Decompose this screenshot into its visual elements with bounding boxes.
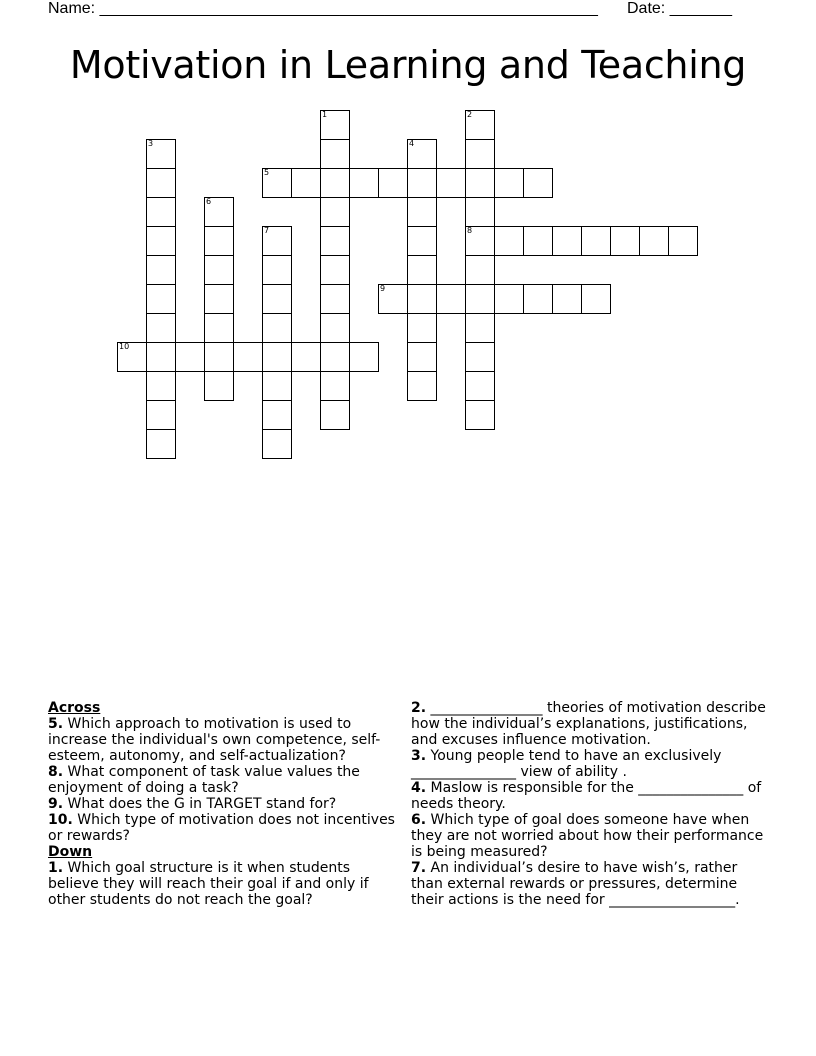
crossword-cell <box>204 342 234 372</box>
crossword-cell <box>320 168 350 198</box>
crossword-cell <box>407 255 437 285</box>
crossword-cell <box>465 284 495 314</box>
crossword-cell <box>494 168 524 198</box>
name-line: Name: ________________________________________________________ <box>48 0 598 17</box>
crossword-cell <box>639 226 669 256</box>
crossword-cell <box>407 342 437 372</box>
crossword-cell <box>407 284 437 314</box>
clue-number-label: 1 <box>322 110 328 119</box>
clue-number-label: 6 <box>206 197 212 206</box>
crossword-cell <box>465 139 495 169</box>
clue-number: 8. <box>48 764 64 780</box>
crossword-cell <box>320 371 350 401</box>
clue-number-label: 4 <box>409 139 415 148</box>
crossword-cell <box>407 197 437 227</box>
clue-number: 2. <box>411 700 427 716</box>
crossword-cell <box>349 342 379 372</box>
crossword-cell <box>552 284 582 314</box>
crossword-cell <box>465 197 495 227</box>
across-heading: Across <box>48 700 101 716</box>
crossword-cell <box>146 226 176 256</box>
clue-down-4 <box>411 780 771 812</box>
clue-down-2 <box>411 700 771 748</box>
crossword-cell <box>523 284 553 314</box>
crossword-cell <box>262 284 292 314</box>
clues-right-column <box>411 700 771 908</box>
crossword-cell <box>262 342 292 372</box>
crossword-cell <box>291 342 321 372</box>
clue-number-label: 7 <box>264 226 270 235</box>
clue-number: 3. <box>411 748 427 764</box>
clue-text: Maslow is responsible for the _______________ of needs theory. <box>411 780 762 812</box>
crossword-cell <box>320 139 350 169</box>
crossword-cell <box>523 226 553 256</box>
crossword-cell <box>610 226 640 256</box>
crossword-cell <box>320 110 350 140</box>
clues-left-column <box>48 700 398 908</box>
clue-text: Which approach to motivation is used to increase the individual's own competence, self-esteem, autonomy, and self-actualization? <box>48 716 381 764</box>
clue-number-label: 5 <box>264 168 270 177</box>
crossword-cell <box>465 371 495 401</box>
clue-number: 9. <box>48 796 64 812</box>
clue-down-1 <box>48 860 398 908</box>
crossword-cell <box>407 371 437 401</box>
crossword-cell <box>204 255 234 285</box>
clue-number-label: 8 <box>467 226 473 235</box>
crossword-cell <box>262 226 292 256</box>
crossword-cell <box>291 168 321 198</box>
crossword-cell <box>175 342 205 372</box>
clue-across-8 <box>48 764 398 796</box>
crossword-cell <box>407 313 437 343</box>
clue-text: Young people tend to have an exclusively _______________ view of ability . <box>411 748 722 780</box>
clue-across-10 <box>48 812 398 844</box>
crossword-cell <box>668 226 698 256</box>
crossword-cell <box>320 400 350 430</box>
crossword-cell <box>494 284 524 314</box>
page-title: Motivation in Learning and Teaching <box>69 43 747 87</box>
crossword-cell <box>262 168 292 198</box>
crossword-cell <box>494 226 524 256</box>
crossword-cell <box>204 313 234 343</box>
clue-across-5 <box>48 716 398 764</box>
clue-text: Which type of motivation does not incentives or rewards? <box>48 812 395 844</box>
crossword-cell <box>465 226 495 256</box>
clue-text: ________________ theories of motivation describe how the individual’s explanations, justifications, and excuses influence motivation. <box>411 700 766 748</box>
crossword-cell <box>436 284 466 314</box>
clue-down-3 <box>411 748 771 780</box>
crossword-cell <box>146 284 176 314</box>
crossword-cell <box>349 168 379 198</box>
crossword-cell <box>320 255 350 285</box>
crossword-cell <box>262 429 292 459</box>
clue-down-6 <box>411 812 771 860</box>
crossword-cell <box>465 313 495 343</box>
crossword-cell <box>233 342 263 372</box>
crossword-cell <box>465 255 495 285</box>
down-heading: Down <box>48 844 93 860</box>
clue-number: 6. <box>411 812 427 828</box>
crossword-cell <box>581 226 611 256</box>
crossword-cell <box>204 226 234 256</box>
crossword-cell <box>146 400 176 430</box>
clue-number: 4. <box>411 780 427 796</box>
crossword-cell <box>320 197 350 227</box>
crossword-cell <box>146 168 176 198</box>
crossword-cell <box>262 400 292 430</box>
crossword-cell <box>407 139 437 169</box>
crossword-cell <box>204 284 234 314</box>
crossword-cell <box>465 400 495 430</box>
clue-across-9 <box>48 796 398 812</box>
clue-number-label: 9 <box>380 284 386 293</box>
crossword-cell <box>262 313 292 343</box>
crossword-cell <box>552 226 582 256</box>
crossword-cell <box>436 168 466 198</box>
crossword-cell <box>262 255 292 285</box>
crossword-cell <box>146 255 176 285</box>
crossword-cell <box>146 342 176 372</box>
crossword-cell <box>320 313 350 343</box>
crossword-cell <box>320 284 350 314</box>
crossword-cell <box>146 429 176 459</box>
crossword-cell <box>204 371 234 401</box>
crossword-cell <box>465 342 495 372</box>
crossword-cell <box>117 342 147 372</box>
crossword-grid <box>0 0 816 500</box>
crossword-cell <box>465 110 495 140</box>
crossword-cell <box>262 371 292 401</box>
crossword-cell <box>146 371 176 401</box>
crossword-cell <box>146 139 176 169</box>
crossword-cell <box>320 342 350 372</box>
crossword-cell <box>465 168 495 198</box>
clue-number-label: 10 <box>119 342 130 351</box>
date-line: Date: _______ <box>627 0 732 17</box>
clue-number: 5. <box>48 716 64 732</box>
clue-text: What component of task value values the enjoyment of doing a task? <box>48 764 360 796</box>
clue-text: An individual’s desire to have wish’s, rather than external rewards or pressures, determine their actions is the need for __________________. <box>411 860 740 908</box>
crossword-cell <box>146 197 176 227</box>
clue-text: Which goal structure is it when students believe they will reach their goal if and only if other students do not reach the goal? <box>48 860 369 908</box>
crossword-cell <box>146 313 176 343</box>
crossword-cell <box>204 197 234 227</box>
clue-text: Which type of goal does someone have when they are not worried about how their performance is being measured? <box>411 812 764 860</box>
crossword-cell <box>378 168 408 198</box>
clue-number: 7. <box>411 860 427 876</box>
clue-number: 1. <box>48 860 64 876</box>
crossword-cell <box>407 168 437 198</box>
crossword-cell <box>523 168 553 198</box>
clue-number-label: 2 <box>467 110 473 119</box>
crossword-cell <box>581 284 611 314</box>
clue-number-label: 3 <box>148 139 154 148</box>
clue-down-7 <box>411 860 771 908</box>
clue-number: 10. <box>48 812 73 828</box>
crossword-cell <box>407 226 437 256</box>
crossword-cell <box>320 226 350 256</box>
clue-text: What does the G in TARGET stand for? <box>67 796 337 812</box>
crossword-cell <box>378 284 408 314</box>
